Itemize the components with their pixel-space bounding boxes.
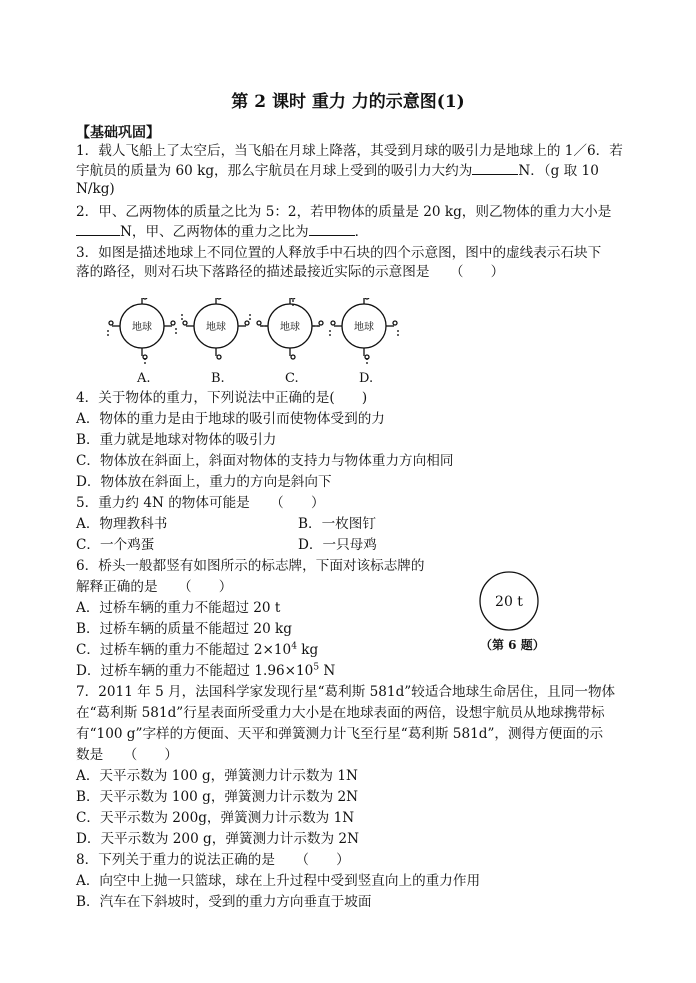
q4-option-c[interactable]: C．物体放在斜面上，斜面对物体的支持力与物体重力方向相同	[76, 453, 454, 469]
page-title: 第 2 课时 重力 力的示意图(1)	[231, 92, 465, 112]
q3-line2: 落的路径，则对石块下落路径的描述最接近实际的示意图是 （ ）	[76, 264, 505, 280]
globe-a-label: 地球	[132, 322, 152, 333]
q2-line2-text: N，甲、乙两物体的重力之比为	[120, 224, 309, 240]
q1-line2-text: 宇航员的质量为 60 kg，那么宇航员在月球上受到的吸引力大约为	[76, 163, 473, 179]
q6-option-c-unit: kg	[296, 642, 319, 658]
q7-line2: 在“葛利斯 581d”行星表面所受重力大小是在地球表面的两倍，设想宇航员从地球携带标	[76, 705, 605, 721]
q6-option-b[interactable]: B．过桥车辆的质量不能超过 20 kg	[76, 621, 292, 637]
q1-answer-blank[interactable]	[472, 161, 518, 175]
q8-option-a[interactable]: A．向空中上抛一只篮球，球在上升过程中受到竖直向上的重力作用	[76, 873, 481, 889]
q5-option-a[interactable]: A．物理教科书	[76, 516, 168, 532]
q6-line2: 解释正确的是 （ ）	[76, 579, 233, 595]
q7-line3: 有“100 g”字样的方便面、天平和弹簧测力计飞至行星“葛利斯 581d”，测得方便面的示	[76, 726, 604, 742]
q5-option-d[interactable]: D．一只母鸡	[298, 537, 377, 553]
q4-stem: 4．关于物体的重力，下列说法中正确的是( )	[76, 390, 368, 406]
q6-option-d[interactable]	[76, 662, 335, 680]
q8-option-b[interactable]: B．汽车在下斜坡时，受到的重力方向垂直于坡面	[76, 894, 372, 910]
q6-option-d-exponent: 5	[313, 662, 320, 673]
q4-option-d[interactable]: D．物体放在斜面上，重力的方向是斜向下	[76, 474, 332, 490]
q3-option-d[interactable]: D.	[359, 371, 374, 386]
q2-line1: 2．甲、乙两物体的质量之比为 5：2，若甲物体的质量是 20 kg，则乙物体的重力大小是	[76, 204, 612, 220]
q7-option-b[interactable]: B．天平示数为 100 g，弹簧测力计示数为 2N	[76, 789, 359, 805]
q4-option-a[interactable]: A．物体的重力是由于地球的吸引而使物体受到的力	[76, 411, 385, 427]
q6-option-c-text: C．过桥车辆的重力不能超过 2×10	[76, 642, 292, 658]
q6-option-c-exponent: 4	[291, 641, 297, 652]
q7-option-c[interactable]: C．天平示数为 200g，弹簧测力计示数为 1N	[76, 810, 355, 826]
q6-option-c[interactable]	[76, 641, 318, 659]
sign-text: 20 t	[495, 594, 523, 610]
q7-option-a[interactable]: A．天平示数为 100 g，弹簧测力计示数为 1N	[76, 768, 358, 784]
q3-globe-diagrams	[106, 298, 406, 370]
q6-option-d-text: D．过桥车辆的重力不能超过 1.96×10	[76, 663, 314, 679]
q8-stem: 8．下列关于重力的说法正确的是 （ ）	[76, 852, 350, 868]
q7-option-d[interactable]: D．天平示数为 200 g，弹簧测力计示数为 2N	[76, 831, 359, 847]
q2-blank-ratio[interactable]	[309, 222, 355, 236]
q6-limit-sign	[478, 570, 540, 632]
q7-line1: 7．2011 年 5 月，法国科学家发现行星“葛利斯 581d”较适合地球生命居住，且同一物体	[76, 684, 616, 700]
q2-line2	[76, 222, 368, 241]
q7-line4: 数是 （ ）	[76, 747, 178, 763]
q1-line3: N/kg)	[76, 181, 115, 197]
q1-line2-tail: N．（g 取 10	[518, 163, 599, 179]
q5-option-c[interactable]: C．一个鸡蛋	[76, 537, 155, 553]
section-heading: 【基础巩固】	[76, 125, 160, 141]
q1-line2	[76, 161, 599, 180]
q4-option-b[interactable]: B．重力就是地球对物体的吸引力	[76, 432, 277, 448]
q5-option-b[interactable]: B．一枚图钉	[298, 516, 376, 532]
globe-b-label: 地球	[206, 322, 226, 333]
q6-figure-caption: （第 6 题）	[480, 638, 545, 652]
globe-c-label: 地球	[280, 322, 300, 333]
q2-line2-tail: ．	[354, 224, 369, 240]
q6-line1: 6．桥头一般都竖有如图所示的标志牌，下面对该标志牌的	[76, 558, 425, 574]
q3-option-a[interactable]: A.	[137, 371, 151, 386]
q3-option-b[interactable]: B.	[211, 371, 225, 386]
q6-option-a[interactable]: A．过桥车辆的重力不能超过 20 t	[76, 600, 281, 616]
q1-line1: 1．载人飞船上了太空后，当飞船在月球上降落，其受到月球的吸引力是地球上的 1／6．若	[76, 143, 623, 159]
q5-stem: 5．重力约 4N 的物体可能是 （ ）	[76, 495, 325, 511]
q6-option-d-unit: N	[319, 663, 336, 679]
q3-line1: 3．如图是描述地球上不同位置的人释放手中石块的四个示意图，图中的虚线表示石块下	[76, 245, 602, 261]
q3-option-c[interactable]: C.	[285, 371, 299, 386]
globe-d-label: 地球	[354, 322, 374, 333]
q2-blank-weight[interactable]	[76, 222, 120, 236]
